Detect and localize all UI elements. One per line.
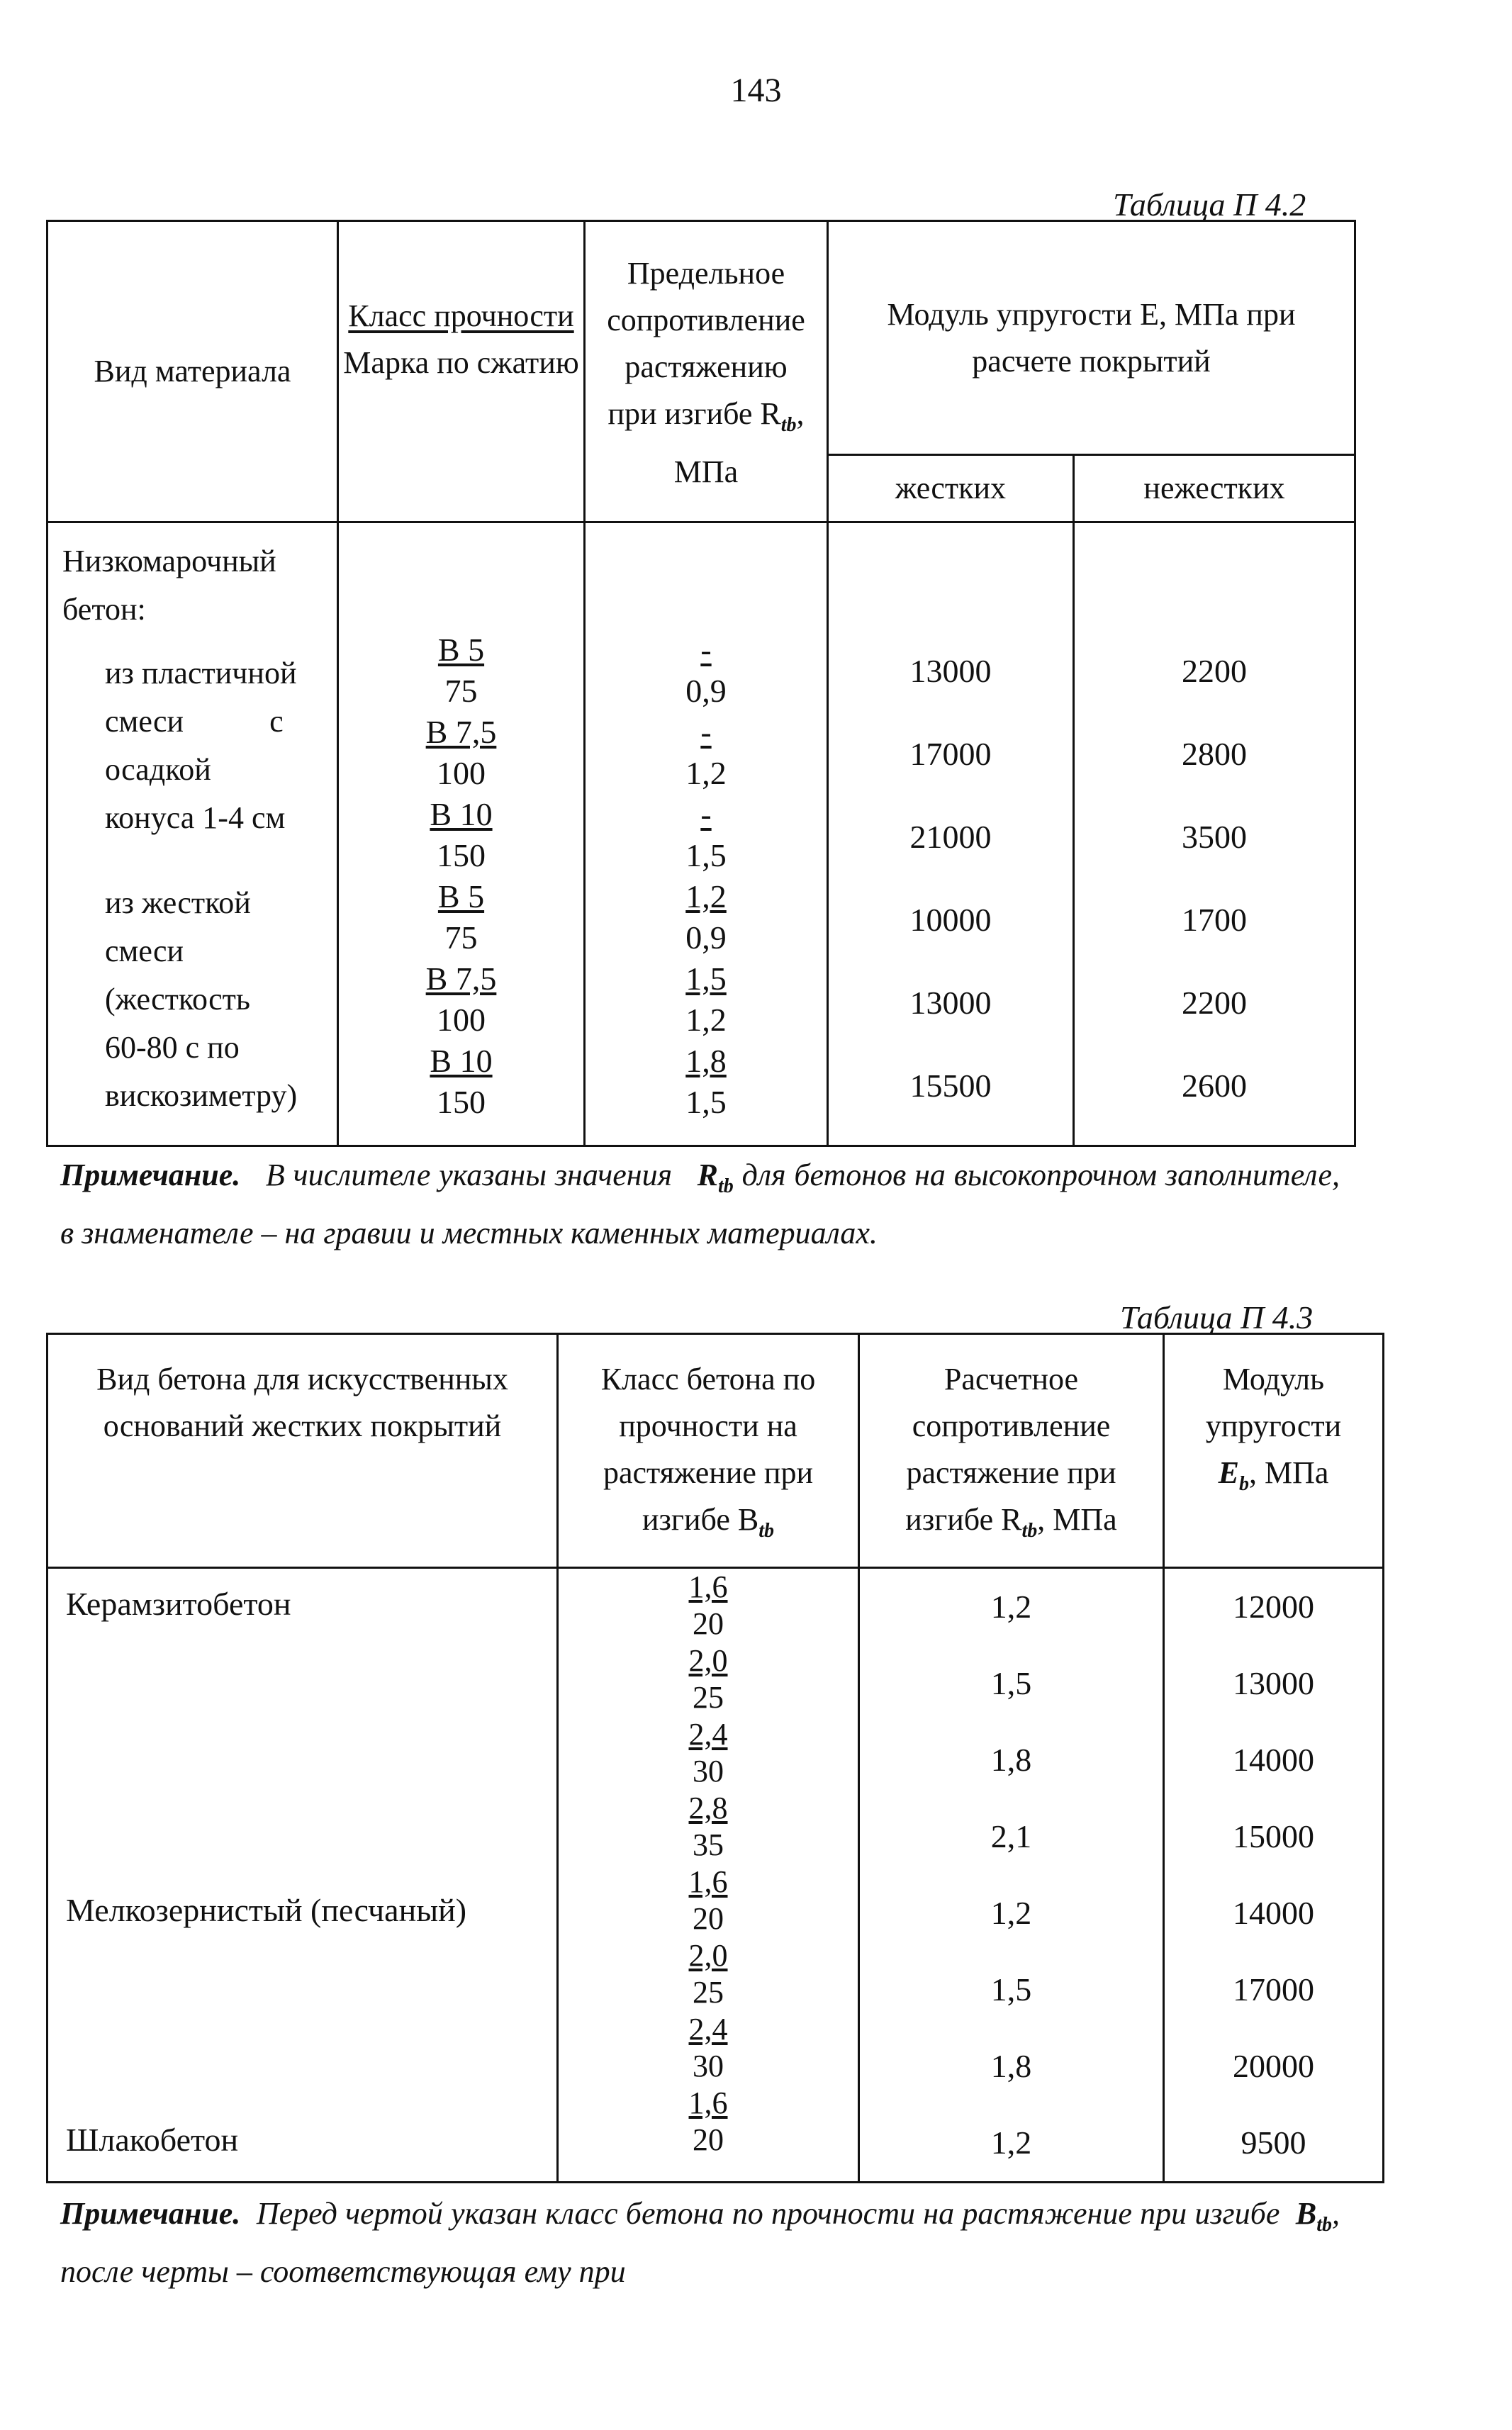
t1-rtb-fraction [685, 629, 727, 712]
t1-rigid-value: 15500 [909, 1068, 992, 1104]
t2-class-num: 2,8 [688, 1791, 728, 1825]
t1-rigid-list [829, 629, 1073, 1127]
t2-class-den: 20 [693, 1901, 724, 1936]
t2-class-den: 35 [693, 1827, 724, 1862]
t2-header-class [558, 1334, 859, 1568]
t2-header-rtb-l2: сопротивление [912, 1409, 1111, 1443]
t1-subgroup-plastic-l4: конуса 1-4 см [105, 800, 286, 835]
t2-type-label: Мелкозернистый (песчаный) [66, 1892, 467, 1928]
t1-nonrigid-value: 2600 [1182, 1068, 1247, 1104]
t2-mod-value: 9500 [1241, 2124, 1306, 2161]
t1-header-modulus [828, 221, 1355, 455]
t1-header-material-text: Вид материала [94, 354, 291, 388]
t2-header-class-l2: прочности на [619, 1409, 797, 1443]
t1-grade-value: 100 [437, 1002, 486, 1038]
t1-class-list [339, 629, 583, 1123]
t2-type-list [66, 1569, 556, 2181]
t1-note-text-a: В числителе указаны значения [265, 1158, 673, 1192]
t2-mod-value: 15000 [1233, 1818, 1314, 1854]
table1 [46, 220, 1356, 1147]
t1-class-fraction [426, 712, 497, 794]
t1-header-tensile-l4: при изгибе $R_{tb}$, [607, 396, 805, 436]
t1-note-text-b: для бетонов на высокопрочном заполнителе, в знаменателе – на гравии и местных каменных материалах. [60, 1158, 1340, 1250]
page-number: 143 [730, 72, 782, 109]
t2-type-label: Керамзитобетон [66, 1586, 291, 1622]
t1-header-tensile-l3: растяжению [625, 349, 788, 384]
t2-type-column [47, 1568, 558, 2183]
t1-header-tensile-l4-text: при изгибе R [607, 396, 781, 431]
t1-nonrigid-value: 2800 [1182, 736, 1247, 772]
t2-note-text-b: , после черты – соответствующая ему при [60, 2196, 1340, 2289]
t1-rtb-num: 1,2 [685, 878, 727, 914]
t1-header-modulus-l1: Модуль упругости E, МПа при [887, 296, 1296, 332]
t2-note-symbol: B [1295, 2196, 1317, 2231]
t1-class-fraction [426, 958, 497, 1041]
t1-header-tensile-l5: МПа [673, 454, 739, 489]
table2 [46, 1333, 1384, 2183]
t1-header-rigid: жестких [828, 455, 1074, 522]
t2-rtb-value: 1,2 [990, 1589, 1032, 1625]
t1-subgroup-plastic-l1: из пластичной [105, 656, 297, 690]
t1-material-column [47, 522, 338, 1146]
t1-note-symbol: R [697, 1158, 719, 1192]
t2-class-den: 25 [693, 1975, 724, 2010]
t1-class-value: В 5 [437, 632, 485, 668]
t2-type-label: Шлакобетон [66, 2122, 239, 2158]
t2-class-num: 2,0 [688, 1938, 728, 1973]
t1-rigid-value: 21000 [909, 819, 992, 855]
t2-class-fraction [689, 1937, 728, 2011]
t1-class-fraction [438, 876, 484, 958]
t1-class-value: В 10 [430, 1043, 493, 1079]
table1-body-row [47, 522, 1355, 1146]
t1-nonrigid-column [1074, 522, 1355, 1146]
t2-class-den: 25 [693, 1680, 724, 1715]
t1-header-material [47, 221, 338, 522]
t2-class-num: 2,0 [688, 1643, 728, 1678]
t1-nonrigid-value: 3500 [1182, 819, 1247, 855]
t1-subgroup-rigid-l3: (жесткость [105, 982, 250, 1017]
t1-rtb-num: 1,8 [685, 1043, 727, 1079]
t2-header-rtb [859, 1334, 1164, 1568]
t2-type-label [66, 1722, 556, 1798]
t2-header-mod-l3 [1165, 1450, 1382, 1508]
table2-note [60, 2190, 1340, 2295]
t2-class-den: 20 [693, 2122, 724, 2157]
t2-mod-value: 14000 [1233, 1742, 1314, 1778]
t1-rtb-list [586, 629, 827, 1123]
t1-rtb-den: 0,9 [685, 919, 727, 956]
t1-rtb-num: 1,5 [685, 961, 727, 997]
t1-rigid-value: 13000 [909, 985, 992, 1021]
t2-header-class-sub: tb [758, 1519, 774, 1542]
t2-mod-value: 20000 [1233, 2048, 1314, 2084]
t2-rtb-column [859, 1568, 1164, 2183]
t1-class-value: В 10 [430, 796, 493, 832]
t2-note-symbol-sub: tb [1316, 2213, 1333, 2236]
table1-header-row [47, 221, 1355, 455]
t2-type-label [66, 1798, 556, 1875]
t2-header-mod-symbol: E [1218, 1455, 1239, 1490]
t1-class-value: В 5 [437, 878, 485, 914]
t1-subgroup-rigid-l1: из жесткой [105, 885, 251, 920]
t1-rtb-den: 0,9 [685, 673, 727, 709]
t1-grade-value: 75 [444, 919, 478, 956]
t1-note-symbol-sub: tb [718, 1175, 734, 1197]
t2-mod-column [1164, 1568, 1384, 2183]
t1-rtb-fraction [685, 958, 727, 1041]
t1-header-class-line1: Класс прочности [348, 298, 574, 333]
t2-mod-list [1165, 1569, 1382, 2181]
t2-rtb-value: 1,2 [990, 1895, 1032, 1931]
t1-subgroup-rigid-l4: 60-80 с по [105, 1030, 240, 1065]
t1-header-tensile-l2: сопротивление [607, 303, 805, 337]
t1-subgroup-rigid-l2: смеси [105, 934, 184, 968]
t1-rtb-num: - [700, 632, 712, 668]
t1-rtb-den: 1,2 [685, 1002, 727, 1038]
table2-header-row [47, 1334, 1384, 1568]
t2-header-rtb-l4-text: изгибе R [905, 1502, 1022, 1537]
t2-header-mod-l2: упругости [1205, 1409, 1342, 1443]
t2-header-type-l1: Вид бетона для искусственных [96, 1362, 508, 1396]
t1-rigid-column [828, 522, 1074, 1146]
t1-subgroup-plastic-l2: смеси с [105, 704, 284, 739]
t1-header-class-line2: Марка по сжатию [343, 345, 579, 380]
t1-rtb-den: 1,5 [685, 1084, 727, 1120]
t1-grade-value: 150 [437, 1084, 486, 1120]
t1-grade-value: 75 [444, 673, 478, 709]
t1-note-label: Примечание. [60, 1158, 241, 1192]
t1-header-modulus-l2: расчете покрытий [972, 343, 1211, 379]
t1-rigid-value: 17000 [909, 736, 992, 772]
t2-header-rtb-l3: растяжение при [906, 1455, 1116, 1490]
t2-class-den: 30 [693, 1754, 724, 1788]
t2-type-label [66, 2028, 556, 2105]
t2-note-text-a: Перед чертой указан класс бетона по прочности на растяжение при изгибе [256, 2196, 1280, 2231]
t2-rtb-value: 2,1 [990, 1818, 1032, 1854]
t2-class-num: 1,6 [688, 2085, 728, 2120]
t1-class-fraction [430, 794, 492, 876]
t2-rtb-value: 1,2 [990, 2124, 1032, 2161]
table1-caption: Таблица П 4.2 [1113, 186, 1306, 223]
t2-header-class-l3: растяжение при [603, 1455, 813, 1490]
t2-mod-value: 12000 [1233, 1589, 1314, 1625]
t1-rtb-den: 1,2 [685, 755, 727, 791]
t1-header-tensile-sub: tb [780, 413, 797, 436]
t2-type-label [66, 1645, 556, 1722]
t1-header-tensile [585, 221, 828, 522]
t2-class-den: 30 [693, 2049, 724, 2083]
t1-rtb-fraction [685, 794, 727, 876]
t1-rtb-den: 1,5 [685, 837, 727, 873]
t1-header-nonrigid: нежестких [1074, 455, 1355, 522]
t1-rigid-value: 13000 [909, 653, 992, 689]
t2-class-fraction [689, 1864, 728, 1937]
t2-rtb-value: 1,5 [990, 1971, 1032, 2008]
t1-rigid-value: 10000 [909, 902, 992, 938]
table1-note [60, 1152, 1340, 1257]
t1-rtb-num: - [700, 796, 712, 832]
t1-group-label-l1: Низкомарочный [62, 544, 276, 578]
t2-header-rtb-sub: tb [1021, 1519, 1038, 1542]
t2-mod-value: 17000 [1233, 1971, 1314, 2008]
t1-class-fraction [438, 629, 484, 712]
t2-class-den: 20 [693, 1606, 724, 1641]
t1-header-tensile-l1: Предельное [627, 256, 785, 291]
t1-rtb-column [585, 522, 828, 1146]
t2-note-label: Примечание. [60, 2196, 241, 2231]
t2-class-num: 2,4 [688, 2012, 728, 2047]
t2-class-column [558, 1568, 859, 2183]
t2-class-fraction [689, 2011, 728, 2085]
t2-rtb-value: 1,8 [990, 1742, 1032, 1778]
t2-header-class-l4 [559, 1496, 858, 1555]
t1-rtb-fraction [685, 712, 727, 794]
t1-nonrigid-value: 1700 [1182, 902, 1247, 938]
t2-class-num: 1,6 [688, 1569, 728, 1604]
t2-header-mod-unit: , МПа [1248, 1455, 1329, 1490]
t2-class-num: 2,4 [688, 1717, 728, 1752]
t2-mod-value: 14000 [1233, 1895, 1314, 1931]
t1-class-fraction [430, 1041, 492, 1123]
t2-class-fraction [689, 1716, 728, 1790]
t1-class-column [338, 522, 585, 1146]
t2-header-type-l2: оснований жестких покрытий [103, 1409, 502, 1443]
t1-rtb-fraction [685, 1041, 727, 1123]
t1-nonrigid-value: 2200 [1182, 985, 1247, 1021]
t1-group-label-l2: бетон: [62, 592, 146, 627]
t2-header-mod-sub: b [1238, 1472, 1249, 1495]
t2-rtb-value: 1,5 [990, 1665, 1032, 1701]
t2-rtb-list [860, 1569, 1163, 2181]
table2-body-row [47, 1568, 1384, 2183]
t1-subgroup-plastic-l3: осадкой [105, 752, 211, 787]
t1-nonrigid-list [1075, 629, 1354, 1127]
t2-header-mod-l1: Модуль [1222, 1362, 1325, 1396]
t1-subgroup-rigid [62, 879, 323, 1120]
t2-class-num: 1,6 [688, 1864, 728, 1899]
t2-header-type [47, 1334, 558, 1568]
t2-header-class-l1: Класс бетона по [600, 1362, 816, 1396]
t2-header-rtb-unit: , МПа [1037, 1502, 1117, 1537]
t2-mod-value: 13000 [1233, 1665, 1314, 1701]
t1-rtb-num: - [700, 714, 712, 750]
t1-grade-value: 150 [437, 837, 486, 873]
t1-header-class [338, 221, 585, 522]
table2-caption: Таблица П 4.3 [1120, 1299, 1314, 1336]
t2-class-fraction [689, 1569, 728, 1642]
t1-class-value: В 7,5 [425, 714, 497, 750]
t2-class-list [559, 1569, 858, 2159]
t2-class-fraction [689, 1642, 728, 1716]
t1-class-value: В 7,5 [425, 961, 497, 997]
t2-class-fraction [689, 2085, 728, 2159]
t2-header-class-l4-text: изгибе B [642, 1502, 759, 1537]
t1-subgroup-rigid-l5: вискозиметру) [105, 1078, 298, 1113]
t1-subgroup-plastic [62, 649, 323, 842]
t2-header-rtb-l4 [860, 1496, 1163, 1555]
t2-header-rtb-l1: Расчетное [943, 1362, 1079, 1396]
t1-nonrigid-value: 2200 [1182, 653, 1247, 689]
t2-class-fraction [689, 1790, 728, 1864]
t2-rtb-value: 1,8 [990, 2048, 1032, 2084]
t1-rtb-fraction [685, 876, 727, 958]
t1-grade-value: 100 [437, 755, 486, 791]
t2-type-label [66, 1952, 556, 2028]
t2-header-modulus [1164, 1334, 1384, 1568]
